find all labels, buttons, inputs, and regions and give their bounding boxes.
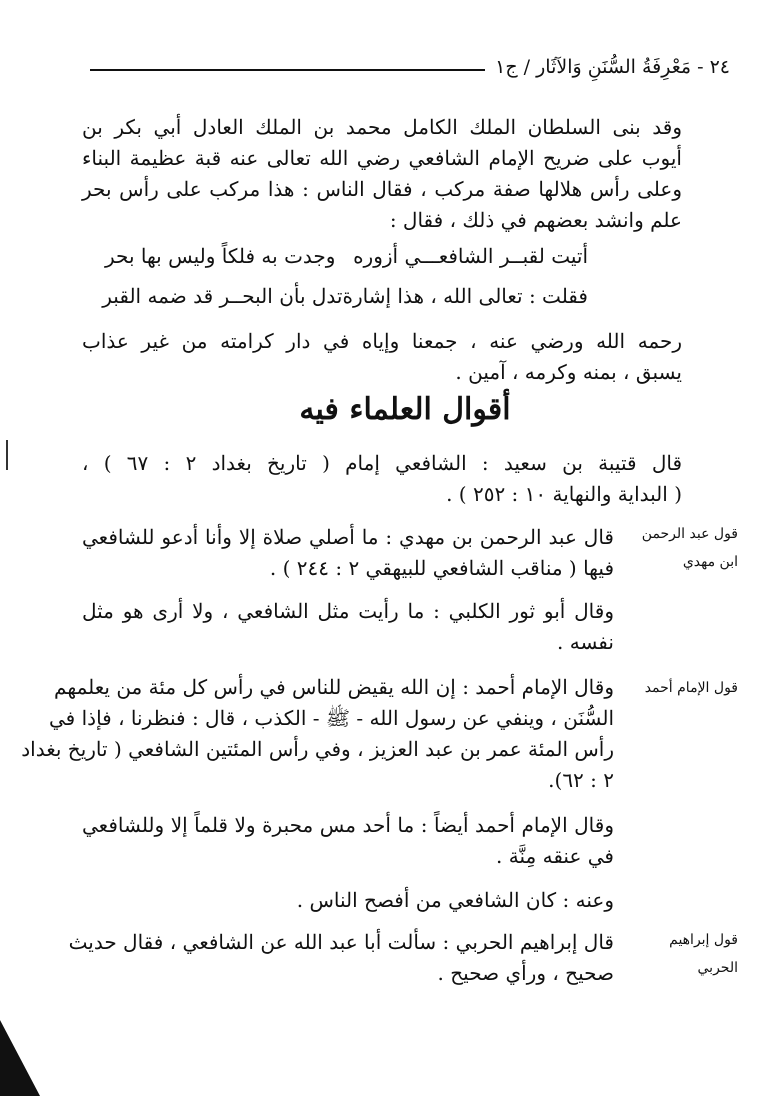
header-rule: [90, 69, 485, 71]
paragraph-ibn-mahdi: [82, 522, 614, 584]
side-note-harbi: قول إبراهيم الحربي: [669, 932, 738, 976]
paragraph-qutayba: [82, 448, 682, 510]
text-line: قال إبراهيم الحربي : سألت أبا عبد الله عن الشافعي ، فقال حديث: [68, 930, 614, 954]
book-title: مَعْرِفَةُ السُّنَنِ وَالآثَار / ج١: [495, 56, 692, 78]
paragraph-abu-thawr: [82, 596, 614, 658]
section-heading: أقوال العلماء فيه: [299, 392, 511, 427]
poem-hemistich-first: أتيت لقبــر الشافعـــي أزوره: [353, 244, 588, 268]
scan-edge-mark: [6, 440, 8, 470]
side-note-ahmad: قول الإمام أحمد: [644, 680, 738, 696]
text-line: وعلى رأس هلالها صفة مركب ، فقال الناس : هذا مركب على رأس بحر: [82, 177, 682, 201]
scan-binding-shadow: [0, 1020, 40, 1096]
paragraph-ahmad-2: [82, 810, 614, 872]
text-line: في عنقه مِنَّة .: [496, 844, 614, 868]
paragraph-ahmad-1: [21, 672, 614, 796]
text-line: رحمه الله ورضي عنه ، جمعنا وإياه في دار كرامته من غير عذاب: [82, 329, 682, 353]
closing-paragraph: [82, 326, 682, 388]
header-text: ٢٤ - مَعْرِفَةُ السُّنَنِ وَالآثَار / ج١: [495, 56, 730, 78]
text-line: يسبق ، بمنه وكرمه ، آمين .: [455, 360, 682, 384]
side-note-ibn-mahdi: قول عبد الرحمن ابن مهدي: [641, 526, 738, 570]
text-line: رأس المئة عمر بن عبد العزيز ، وفي رأس المئتين الشافعي ( تاريخ بغداد: [21, 737, 614, 761]
text-line: نفسه .: [557, 630, 614, 654]
text-line: وقال الإمام أحمد : إن الله يقيض للناس في رأس كل مئة من يعلمهم: [54, 675, 614, 699]
text-line: وقال الإمام أحمد أيضاً : ما أحد مس محبرة ولا قلماً إلا وللشافعي: [82, 813, 614, 837]
text-line: وعنه : كان الشافعي من أفصح الناس .: [296, 888, 614, 912]
intro-paragraph: [82, 112, 682, 236]
text-line: قال قتيبة بن سعيد : الشافعي إمام ( تاريخ بغداد ٢ : ٦٧ ) ،: [82, 451, 682, 475]
paragraph-harbi: [68, 927, 614, 989]
text-line: وقال أبو ثور الكلبي : ما رأيت مثل الشافعي ، ولا أرى هو مثل: [82, 599, 614, 623]
text-line: صحيح ، ورأي صحيح .: [437, 961, 614, 985]
text-line: السُّنَن ، وينفي عن رسول الله - ﷺ - الكذب ، قال : فنظرنا ، فإذا في: [49, 706, 614, 730]
text-line: ٢ : ٦٢).: [548, 768, 614, 792]
text-line: فيها ( مناقب الشافعي للبيهقي ٢ : ٢٤٤ ) .: [269, 556, 614, 580]
text-line: وقد بنى السلطان الملك الكامل محمد بن الملك العادل أبي بكر بن: [82, 115, 682, 139]
poem-verse-2: [102, 284, 588, 308]
text-line: علم وانشد بعضهم في ذلك ، فقال :: [389, 208, 682, 232]
text-line: ( البداية والنهاية ١٠ : ٢٥٢ ) .: [446, 482, 682, 506]
page-number: ٢٤: [709, 56, 730, 78]
poem-hemistich-second: وجدت به فلكاً وليس بها بحر: [105, 244, 336, 268]
poem-verse-1: [105, 244, 588, 268]
poem-hemistich-first: فقلت : تعالى الله ، هذا إشارة: [342, 284, 588, 308]
poem-hemistich-second: تدل بأن البحــر قد ضمه القبر: [102, 284, 343, 308]
text-line: أيوب على ضريح الإمام الشافعي رضي الله تعالى عنه قبة عظيمة البناء: [82, 146, 682, 170]
running-header: [90, 52, 730, 82]
paragraph-ahmad-3: [82, 885, 614, 916]
text-line: قال عبد الرحمن بن مهدي : ما أصلي صلاة إلا وأنا أدعو للشافعي: [82, 525, 614, 549]
